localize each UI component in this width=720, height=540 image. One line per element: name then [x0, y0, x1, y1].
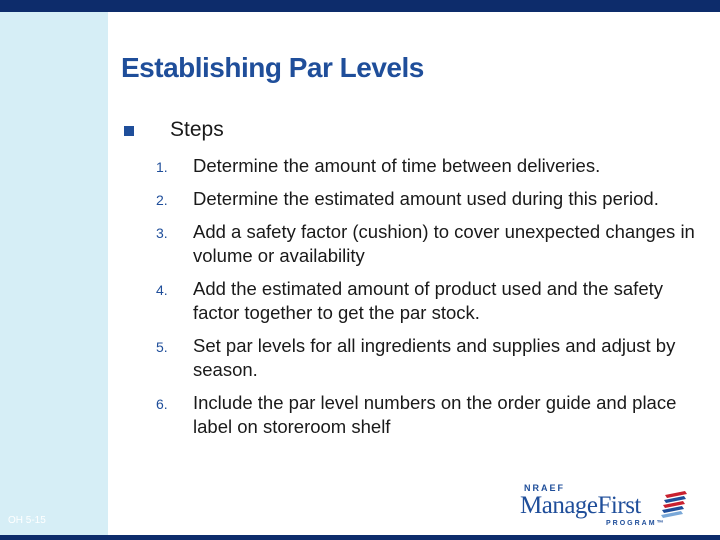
step-number: 6.	[156, 396, 168, 412]
step-number: 1.	[156, 159, 168, 175]
list-item	[156, 391, 701, 439]
stacked-books-icon	[661, 491, 689, 521]
top-bar	[0, 0, 720, 12]
bullet-label: Steps	[170, 118, 224, 141]
list-item	[156, 334, 701, 382]
step-number: 3.	[156, 225, 168, 241]
slide-title: Establishing Par Levels	[121, 52, 424, 83]
list-item	[156, 277, 701, 325]
step-number: 4.	[156, 282, 168, 298]
bullet-steps	[124, 118, 224, 142]
logo-name: ManageFirst	[520, 492, 641, 519]
step-text: Set par levels for all ingredients and supplies and adjust by season.	[193, 335, 676, 380]
list-item	[156, 154, 701, 178]
list-item	[156, 220, 701, 268]
step-text: Add the estimated amount of product used and the safety factor together to get the par stock.	[193, 278, 663, 323]
bottom-bar	[0, 535, 720, 540]
logo-program: PROGRAM™	[606, 520, 666, 527]
logo-org: NRAEF	[524, 483, 565, 493]
step-text: Determine the estimated amount used during this period.	[193, 188, 659, 209]
bullet-square-icon	[124, 126, 134, 136]
step-text: Add a safety factor (cushion) to cover unexpected changes in volume or availability	[193, 221, 695, 266]
step-text: Include the par level numbers on the order guide and place label on storeroom shelf	[193, 392, 677, 437]
step-number: 5.	[156, 339, 168, 355]
slide-number-label: OH 5-15	[8, 515, 46, 526]
side-panel	[0, 12, 108, 536]
steps-list	[156, 154, 701, 448]
list-item	[156, 187, 701, 211]
step-number: 2.	[156, 192, 168, 208]
managefirst-logo	[520, 483, 690, 529]
step-text: Determine the amount of time between deliveries.	[193, 155, 601, 176]
